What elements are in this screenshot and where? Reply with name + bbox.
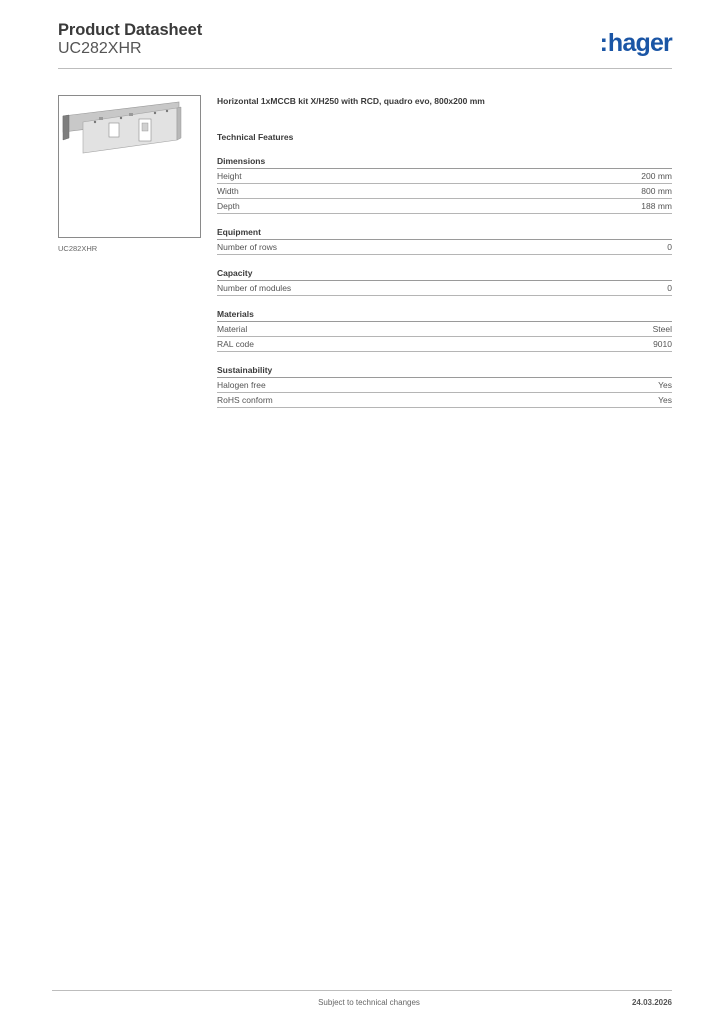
hager-logo: [600, 28, 672, 58]
row-value: 9010: [653, 339, 672, 349]
footer-note: Subject to technical changes: [318, 998, 420, 1007]
footer-divider: [52, 990, 672, 991]
product-illustration: [59, 96, 200, 237]
image-caption: UC282XHR: [58, 244, 98, 253]
row-value: Yes: [658, 395, 672, 405]
row-value: 200 mm: [641, 171, 672, 181]
table-row: [217, 199, 672, 214]
table-row: [217, 184, 672, 199]
section-materials: [217, 309, 672, 352]
row-label: Material: [217, 324, 248, 334]
page-title: Product Datasheet: [58, 21, 203, 39]
table-row: [217, 337, 672, 352]
section-title: Materials: [217, 309, 672, 322]
row-value: 0: [667, 283, 672, 293]
table-row: [217, 240, 672, 255]
row-label: RoHS conform: [217, 395, 273, 405]
row-label: Width: [217, 186, 239, 196]
row-label: RAL code: [217, 339, 255, 349]
datasheet-content: [217, 96, 672, 421]
section-title: Dimensions: [217, 156, 672, 169]
table-row: [217, 169, 672, 184]
product-image: [58, 95, 201, 238]
table-row: [217, 378, 672, 393]
row-value: Yes: [658, 380, 672, 390]
table-row: [217, 281, 672, 296]
section-dimensions: [217, 156, 672, 214]
row-label: Depth: [217, 201, 240, 211]
technical-features-heading: Technical Features: [217, 132, 294, 142]
section-sustainability: [217, 365, 672, 408]
section-title: Sustainability: [217, 365, 672, 378]
row-value: 800 mm: [641, 186, 672, 196]
row-label: Number of modules: [217, 283, 292, 293]
header-divider: [58, 68, 672, 69]
table-row: [217, 393, 672, 408]
row-value: 0: [667, 242, 672, 252]
row-label: Halogen free: [217, 380, 266, 390]
table-row: [217, 322, 672, 337]
row-value: 188 mm: [641, 201, 672, 211]
section-capacity: [217, 268, 672, 296]
section-equipment: [217, 227, 672, 255]
product-description: Horizontal 1xMCCB kit X/H250 with RCD, quadro evo, 800x200 mm: [217, 96, 485, 106]
section-title: Capacity: [217, 268, 672, 281]
logo-colon-icon: :: [599, 29, 608, 57]
logo-text: hager: [607, 29, 672, 57]
row-label: Height: [217, 171, 242, 181]
product-code: UC282XHR: [58, 40, 142, 57]
section-title: Equipment: [217, 227, 672, 240]
row-value: Steel: [652, 324, 672, 334]
row-label: Number of rows: [217, 242, 277, 252]
footer-date: 24.03.2026: [631, 998, 672, 1007]
